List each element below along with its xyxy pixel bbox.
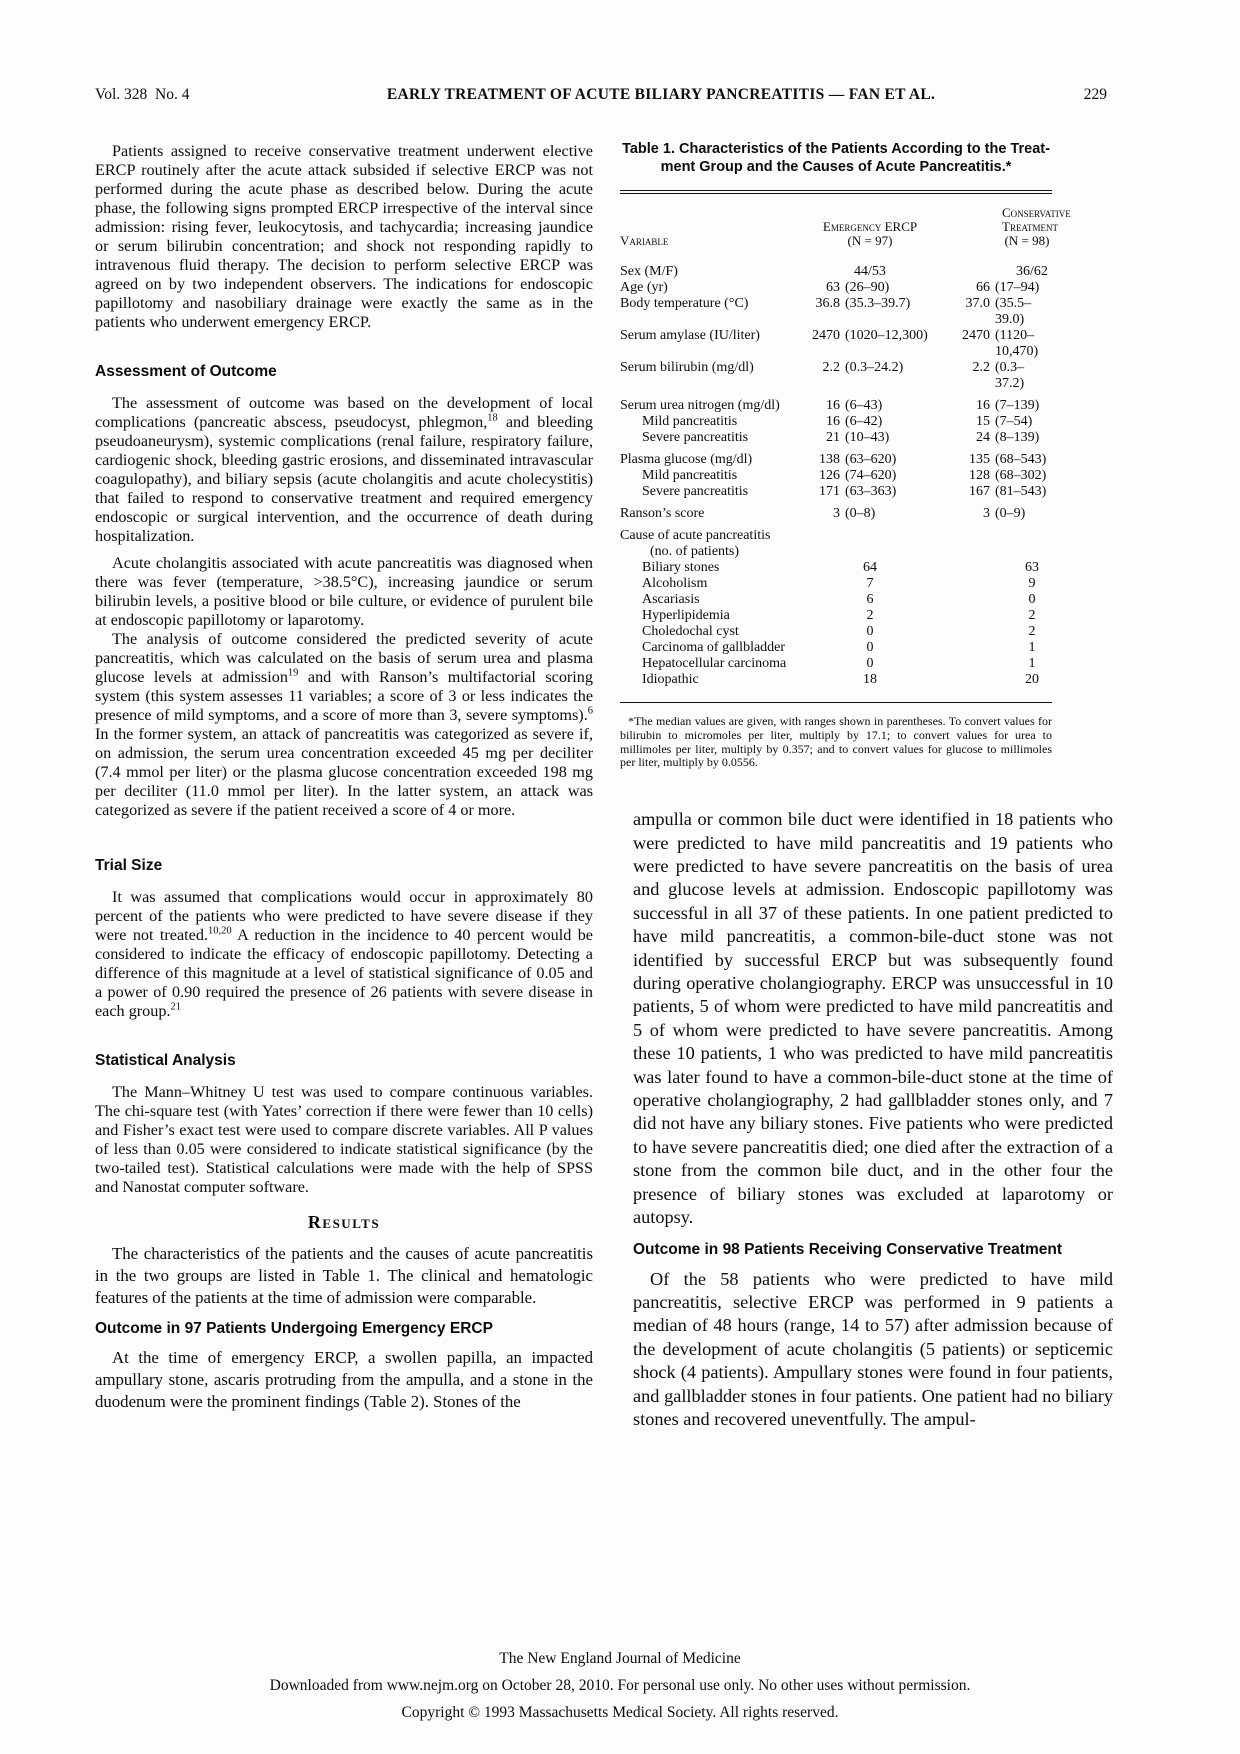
- row-value: 0: [866, 624, 874, 639]
- table-column-headers: [620, 205, 1071, 248]
- footer-journal-name: The New England Journal of Medicine: [499, 1650, 741, 1667]
- row-range: (0–8): [845, 506, 876, 521]
- table-row: [620, 414, 1052, 430]
- heading-outcome-97: Outcome in 97 Patients Undergoing Emergency ERCP: [95, 1320, 493, 1337]
- table-body: [620, 264, 1052, 688]
- table-row: [620, 656, 1052, 672]
- table-title-line1: Table 1. Characteristics of the Patients According to the Treat-: [622, 141, 1050, 157]
- table-row: [620, 484, 1052, 500]
- row-median: 2470: [812, 328, 840, 343]
- table-title: [620, 140, 1052, 176]
- row-range: (0.3–24.2): [845, 360, 904, 375]
- table-row: [620, 398, 1052, 414]
- row-label: Biliary stones: [642, 560, 720, 575]
- row-value: 9: [1028, 576, 1036, 591]
- row-range: (1120–10,470): [995, 328, 1039, 359]
- table-row: [620, 360, 1052, 392]
- table-row: [620, 452, 1052, 468]
- table-footnote: *The median values are given, with ranges shown in parentheses. To convert values for bilirubin to micromoles per liter, multiply by 17.1; to convert values for urea to millimoles per liter, multiply by 0.357; and to convert values for glucose to millimoles per liter, multiply by 0.0556.: [620, 714, 1052, 770]
- row-median: 16: [826, 414, 840, 429]
- table-title-line2: ment Group and the Causes of Acute Pancreatitis.*: [660, 159, 1012, 175]
- row-label: Mild pancreatitis: [642, 414, 738, 429]
- row-label: Ranson’s score: [620, 506, 705, 521]
- paragraph-statistical-analysis: The Mann–Whitney U test was used to compare continuous variables. The chi-square test (with Yates’ correction if there were fewer than 10 cells) and Fisher’s exact test were used to compare discrete variables. All P values of less than 0.05 were considered to indicate statistical significance (by the two-tailed test). Statistical calculations were made with the help of SPSS and Nanostat computer software.: [95, 1083, 593, 1196]
- row-label: Idiopathic: [642, 672, 699, 687]
- left-column: [95, 142, 593, 1413]
- row-value: 6: [866, 592, 874, 607]
- paragraph-assessment: The assessment of outcome was based on the development of local complications (pancreatic abscess, pseudocyst, phlegmon,$^{18}$ and bleeding pseudoaneurysm), systemic complications (renal failure, respiratory failure, cardiogenic shock, bleeding gastric erosions, and disseminated intravascular coagulopathy), and biliary sepsis (acute cholangitis and acute cholecystitis) that failed to respond to conservative treatment and required emergency endoscopic or surgical intervention, and the occurrence of death during hospitalization.: [95, 394, 593, 545]
- row-median: 2470: [962, 328, 990, 343]
- table-row: [620, 528, 1052, 560]
- row-label: Hepatocellular carcinoma: [642, 656, 787, 671]
- table-row: [620, 280, 1052, 296]
- heading-statistical-analysis: Statistical Analysis: [95, 1052, 236, 1069]
- page-header: [95, 86, 1107, 104]
- volume-issue: Vol. 328 No. 4: [95, 86, 190, 103]
- row-median: 3: [833, 506, 840, 521]
- paragraph-outcome-97: At the time of emergency ERCP, a swollen papilla, an impacted ampullary stone, ascaris protruding from the ampulla, and a stone in the duodenum were the prominent findings (Table 2). Stones of the: [95, 1348, 593, 1411]
- row-value: 2: [866, 608, 874, 623]
- row-median: 24: [976, 430, 990, 445]
- row-label: Age (yr): [620, 280, 668, 295]
- page-footer: [0, 1645, 1240, 1726]
- row-range: (17–94): [995, 280, 1040, 295]
- row-range: (35.5–39.0): [995, 296, 1032, 327]
- row-range: (35.3–39.7): [845, 296, 911, 311]
- heading-results: Results: [307, 1212, 381, 1232]
- row-range: (7–139): [995, 398, 1040, 413]
- row-value: 44/53: [854, 264, 886, 279]
- table-row: [620, 624, 1052, 640]
- row-label: Plasma glucose (mg/dl): [620, 452, 753, 467]
- row-median: 171: [819, 484, 840, 499]
- heading-outcome-98: Outcome in 98 Patients Receiving Conservative Treatment: [633, 1240, 1062, 1258]
- row-range: (63–620): [845, 452, 897, 467]
- table-row: [620, 328, 1052, 360]
- row-range: (0–9): [995, 506, 1026, 521]
- table-row: [620, 264, 1052, 280]
- row-value: 64: [863, 560, 877, 575]
- column-header-conservative-treatment: Conservative Treatment (N = 98): [1002, 205, 1071, 248]
- row-value: 1: [1028, 640, 1036, 655]
- row-value: 36/62: [1016, 264, 1048, 279]
- column-header-variable: Variable: [620, 233, 669, 248]
- paragraph-outcome-98: Of the 58 patients who were predicted to have mild pancreatitis, selective ERCP was performed in 9 patients a median of 48 hours (range, 14 to 57) after admission because of the development of acute cholangitis (5 patients) or septicemic shock (4 patients). Ampullary stones were found in four patients, and gallbladder stones in four patients. One patient had no biliary stones and recovered uneventfully. The ampul-: [633, 1268, 1113, 1429]
- table-top-rule: [620, 190, 1052, 194]
- table-row: [620, 672, 1052, 688]
- table-bottom-rule: [620, 702, 1052, 703]
- row-range: (6–42): [845, 414, 883, 429]
- row-median: 21: [826, 430, 840, 445]
- row-label: Serum amylase (IU/liter): [620, 328, 760, 343]
- row-value: 2: [1028, 624, 1036, 639]
- row-value: 0: [866, 656, 874, 671]
- row-median: 167: [969, 484, 990, 499]
- row-range: (7–54): [995, 414, 1033, 429]
- paragraph-characteristics: The characteristics of the patients and the causes of acute pancreatitis in the two groups are listed in Table 1. The clinical and hematologic features of the patients at the time of admission were comparable.: [95, 1244, 593, 1307]
- row-label: Sex (M/F): [620, 264, 678, 279]
- row-value: 63: [1025, 560, 1039, 575]
- row-range: (8–139): [995, 430, 1040, 445]
- row-median: 37.0: [965, 296, 990, 311]
- row-range: (68–302): [995, 468, 1047, 483]
- row-median: 3: [983, 506, 990, 521]
- table-row: [620, 592, 1052, 608]
- row-median: 36.8: [815, 296, 840, 311]
- page-number: 229: [1083, 86, 1107, 103]
- table-row: [620, 640, 1052, 656]
- right-column: [620, 140, 1113, 1431]
- row-label: Severe pancreatitis: [642, 430, 749, 445]
- row-value: 7: [866, 576, 874, 591]
- row-range: (1020–12,300): [845, 328, 928, 343]
- row-range: (0.3–37.2): [995, 360, 1025, 391]
- row-value: 18: [863, 672, 877, 687]
- row-label: Body temperature (°C): [620, 296, 749, 311]
- row-value: 1: [1028, 656, 1036, 671]
- paragraph-ampulla: ampulla or common bile duct were identified in 18 patients who were predicted to have mild pancreatitis and 19 patients who were predicted to have severe pancreatitis on the basis of urea and glucose levels at admission. Endoscopic papillotomy was successful in all 37 of these patients. In one patient predicted to have mild pancreatitis, a common-bile-duct stone was not identified by successful ERCP but was subsequently found during operative cholangiography. ERCP was unsuccessful in 10 patients, 5 of whom were predicted to have mild pancreatitis and 5 of whom were predicted to have severe pancreatitis. Among these 10 patients, 1 who was predicted to have mild pancreatitis was later found to have a common-bile-duct stone at the time of operative cholangiography, 2 had gallbladder stones only, and 7 did not have any biliary stones. Five patients who were predicted to have severe pancreatitis died; one died after the extraction of a stone from the common bile duct, and in the other four the presence of biliary stones was excluded at laparotomy or autopsy.: [633, 809, 1113, 1228]
- paragraph-analysis-of-outcome: The analysis of outcome considered the predicted severity of acute pancreatitis, which was calculated on the basis of serum urea and plasma glucose levels at admission$^{19}$ and with Ranson’s multifactorial scoring system (this system assesses 11 variables; a score of 3 or less indicates the presence of mild symptoms, and a score of more than 3, severe symptoms).$^6$ In the former system, an attack of pancreatitis was categorized as severe if, on admission, the serum urea concentration exceeded 45 mg per deciliter (7.4 mmol per liter) or the plasma glucose concentration exceeded 198 mg per deciliter (11.0 mmol per liter). In the latter system, an attack was categorized as severe if the patient received a score of 4 or more.: [95, 630, 593, 819]
- table-row: [620, 430, 1052, 446]
- table-row: [620, 608, 1052, 624]
- row-value: 20: [1025, 672, 1039, 687]
- row-label: Choledochal cyst: [642, 624, 739, 639]
- row-label: Serum urea nitrogen (mg/dl): [620, 398, 780, 413]
- row-value: 0: [1028, 592, 1036, 607]
- row-label: Mild pancreatitis: [642, 468, 738, 483]
- heading-trial-size: Trial Size: [95, 857, 163, 874]
- row-label: Severe pancreatitis: [642, 484, 749, 499]
- row-median: 63: [826, 280, 840, 295]
- row-median: 138: [819, 452, 840, 467]
- table-1: [620, 140, 1071, 770]
- row-median: 16: [826, 398, 840, 413]
- table-row: [620, 576, 1052, 592]
- table-row: [620, 506, 1052, 522]
- row-value: 0: [866, 640, 874, 655]
- row-range: (26–90): [845, 280, 890, 295]
- row-range: (81–543): [995, 484, 1047, 499]
- row-median: 126: [819, 468, 840, 483]
- table-row: [620, 468, 1052, 484]
- heading-assessment-of-outcome: Assessment of Outcome: [95, 363, 277, 380]
- row-range: (10–43): [845, 430, 890, 445]
- row-label: Carcinoma of gallbladder: [642, 640, 786, 655]
- row-label: Serum bilirubin (mg/dl): [620, 360, 754, 375]
- row-median: 15: [976, 414, 990, 429]
- row-range: (6–43): [845, 398, 883, 413]
- paragraph-conservative-treatment: Patients assigned to receive conservative treatment underwent elective ERCP routinely after the acute attack subsided if selective ERCP was not performed during the acute phase as described below. During the acute phase, the following signs prompted ERCP irrespective of the interval since admission: rising fever, leukocytosis, and tachycardia; increasing jaundice or serum bilirubin concentration; and shock not responding rapidly to intravenous fluid therapy. The decision to perform selective ERCP was agreed on by two independent observers. The indications for endoscopic papillotomy and nasobiliary drainage were exactly the same as in the patients who underwent emergency ERCP.: [95, 142, 593, 331]
- row-label: Ascariasis: [642, 592, 700, 607]
- paragraph-cholangitis: Acute cholangitis associated with acute pancreatitis was diagnosed when there was fever (temperature, >38.5°C), increasing jaundice or serum bilirubin levels, a positive blood or bile culture, or evidence of purulent bile at endoscopic papillotomy or laparotomy.: [95, 554, 593, 629]
- row-median: 16: [976, 398, 990, 413]
- footer-copyright: Copyright © 1993 Massachusetts Medical Society. All rights reserved.: [401, 1704, 839, 1721]
- table-row: [620, 296, 1052, 328]
- row-label: Cause of acute pancreatitis (no. of patients): [620, 528, 771, 559]
- row-label: Alcoholism: [642, 576, 708, 591]
- running-title: EARLY TREATMENT OF ACUTE BILIARY PANCREATITIS — FAN ET AL.: [386, 86, 936, 103]
- paragraph-trial-size: It was assumed that complications would occur in approximately 80 percent of the patients who were predicted to have severe disease if they were not treated.$^{10,20}$ A reduction in the incidence to 40 percent would be considered to indicate the efficacy of endoscopic papillotomy. Detecting a difference of this magnitude at a level of statistical significance of 0.05 and a power of 0.90 required the presence of 26 patients with severe disease in each group.$^{21}$: [95, 888, 593, 1020]
- row-median: 135: [969, 452, 990, 467]
- row-median: 66: [976, 280, 990, 295]
- row-value: 2: [1028, 608, 1036, 623]
- row-range: (74–620): [845, 468, 897, 483]
- row-range: (68–543): [995, 452, 1047, 467]
- row-median: 2.2: [972, 360, 990, 375]
- row-label: Hyperlipidemia: [642, 608, 730, 623]
- row-median: 2.2: [822, 360, 840, 375]
- row-median: 128: [969, 468, 990, 483]
- table-row: [620, 560, 1052, 576]
- footer-download-notice: Downloaded from www.nejm.org on October 28, 2010. For personal use only. No other uses without permission.: [269, 1677, 971, 1694]
- row-range: (63–363): [845, 484, 897, 499]
- column-header-emergency-ercp: Emergency ERCP (N = 97): [822, 219, 918, 248]
